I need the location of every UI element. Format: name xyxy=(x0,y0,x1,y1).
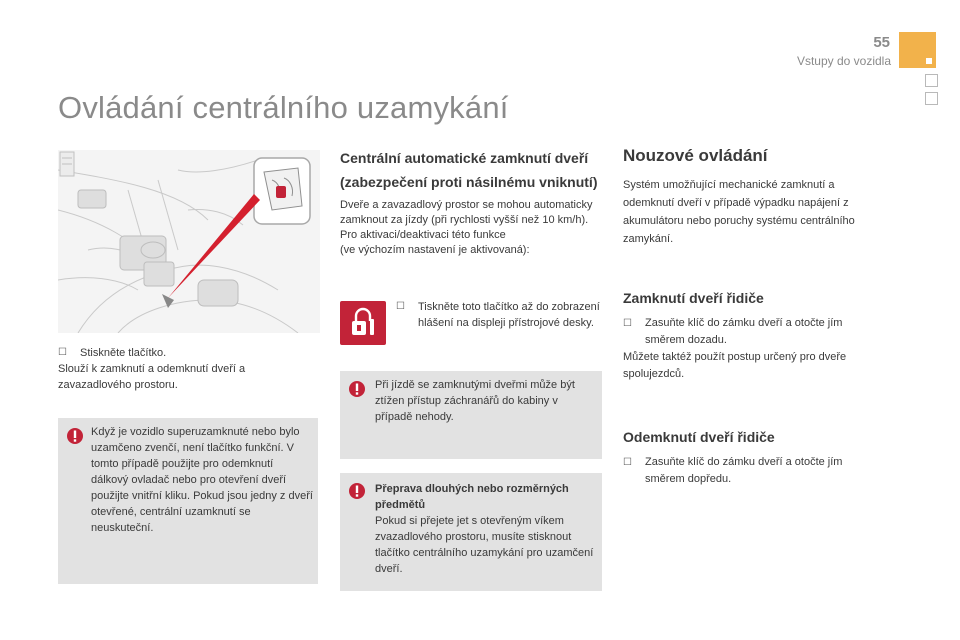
warning-text: Při jízdě se zamknutými dveřmi může být ztížen přístup záchranářů do kabiny v případě nehody. xyxy=(375,379,575,423)
bullet-text: Tiskněte toto tlačítko až do zobrazení hlášení na displeji přístrojové desky. xyxy=(418,301,600,329)
tab-dot-icon xyxy=(926,58,932,64)
paragraph: Pro aktivaci/deaktivaci této funkce xyxy=(340,229,506,241)
section-heading: Centrální automatické zamknutí dveří xyxy=(340,150,589,166)
page-number: 55 xyxy=(873,34,890,51)
unlock-driver-section xyxy=(623,429,885,488)
checkbox-bullet-icon: ☐ xyxy=(396,301,405,312)
warning-box-left xyxy=(58,418,318,584)
section-name: Vstupy do vozidla xyxy=(796,54,891,68)
middle-bullet xyxy=(396,299,602,331)
warning-icon xyxy=(348,482,366,500)
checkbox-bullet-icon: ☐ xyxy=(623,318,632,329)
unlock-driver-content xyxy=(623,454,885,488)
list-item xyxy=(623,454,885,488)
list-item xyxy=(58,345,318,361)
middle-column xyxy=(340,150,602,258)
warning-box-middle-1 xyxy=(340,371,602,459)
lock-driver-heading: Zamknutí dveří řidiče xyxy=(623,290,764,306)
paragraph: Dveře a zavazadlový prostor se mohou automaticky zamknout za jízdy (při rychlosti vyšší než 10 km/h). xyxy=(340,199,593,226)
paragraph: Můžete taktéž použít postup určený pro dveře spolujezdců. xyxy=(623,351,847,380)
warning-text: Pokud si přejete jet s otevřeným víkem zvazadlového prostoru, musíte stisknout tlačítko centrálního uzamykání pro uzamčení dveří. xyxy=(375,515,594,575)
unlock-driver-heading: Odemknutí dveří řidiče xyxy=(623,429,775,445)
lock-button-inset xyxy=(254,158,310,224)
bullet-text: Stiskněte tlačítko. xyxy=(80,347,167,359)
warning-box-middle-2 xyxy=(340,473,602,591)
paragraph: Systém umožňující mechanické zamknutí a odemknutí dveří v případě výpadku napájení z akumulátoru nebo poruchy systému centrálního zamykání. xyxy=(623,179,855,245)
emergency-heading: Nouzové ovládání xyxy=(623,146,768,165)
lock-driver-content xyxy=(623,315,885,383)
left-instructions xyxy=(58,345,318,393)
checkbox-bullet-icon: ☐ xyxy=(623,457,632,468)
list-item xyxy=(396,299,602,331)
section-subheading: (zabezpečení proti násilnému vniknutí) xyxy=(340,174,598,190)
chapter-tab[interactable] xyxy=(925,92,938,105)
right-column xyxy=(623,146,885,248)
list-item xyxy=(623,315,885,349)
car-console-drawing xyxy=(58,150,320,333)
warning-text: Když je vozidlo superuzamknuté nebo bylo uzamčeno zvenčí, není tlačítko funkční. V tomto případě použijte pro odemknutí dálkový ovladač nebo pro otevření dveří použijte vnitřní kliku. Pokud jsou jedny z dveří otevřené, centrální uzamknutí se neuskuteční. xyxy=(91,426,313,534)
chapter-tab-active[interactable] xyxy=(899,32,936,68)
console-illustration xyxy=(58,150,320,333)
lock-driver-section xyxy=(623,290,885,383)
lock-button-icon xyxy=(340,301,386,345)
warning-icon xyxy=(66,427,84,445)
chapter-tab[interactable] xyxy=(925,74,938,87)
paragraph: (ve výchozím nastavení je aktivovaná): xyxy=(340,244,530,256)
left-paragraph: Slouží k zamknutí a odemknutí dveří a zavazadlového prostoru. xyxy=(58,363,246,391)
page-title: Ovládání centrálního uzamykání xyxy=(58,90,509,125)
bullet-text: Zasuňte klíč do zámku dveří a otočte jím směrem dozadu. xyxy=(645,317,843,346)
bullet-text: Zasuňte klíč do zámku dveří a otočte jím směrem dopředu. xyxy=(645,456,843,485)
warning-icon xyxy=(348,380,366,398)
warning-title: Přeprava dlouhých nebo rozměrných předmětů xyxy=(375,483,569,511)
checkbox-bullet-icon: ☐ xyxy=(58,347,67,358)
